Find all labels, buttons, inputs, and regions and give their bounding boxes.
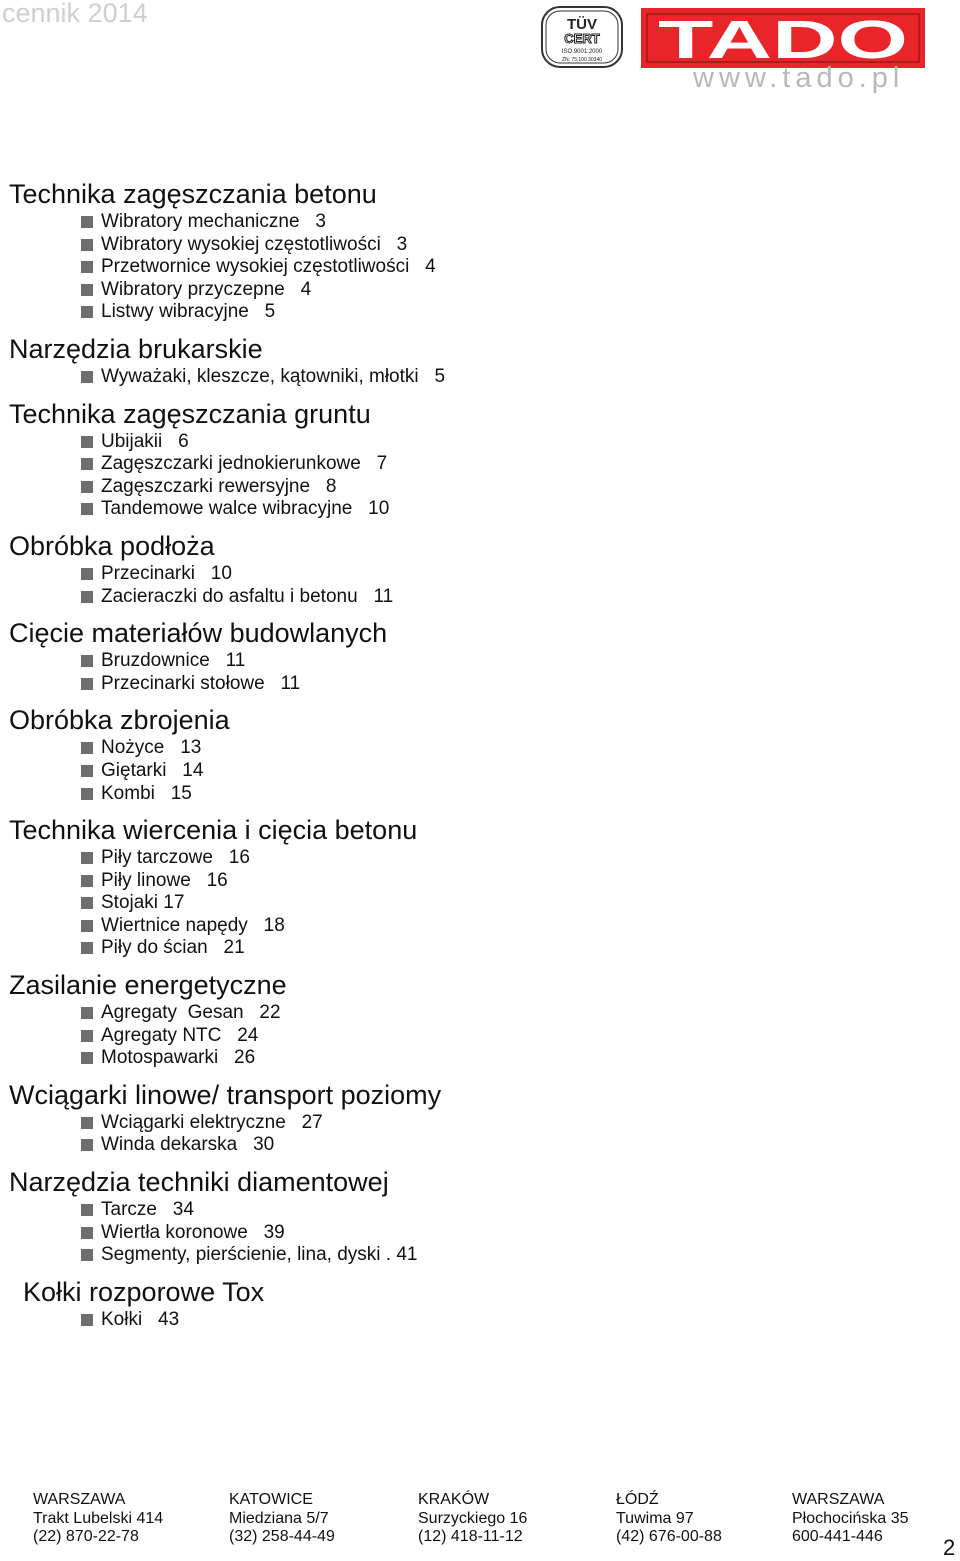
toc-entry-text: Zacieraczki do asfaltu i betonu 11 [101,585,394,607]
toc-entry [0,1025,960,1048]
footer-offices [0,1491,960,1551]
section-title: Cięcie materiałów budowlanych [9,618,388,649]
toc-entry [0,1199,960,1222]
section-title: Technika wiercenia i cięcia betonu [9,815,418,846]
toc-entry-text: Tandemowe walce wibracyjne 10 [101,498,390,520]
square-bullet-icon [81,655,93,667]
office-warszawa-1 [33,1491,163,1547]
toc-entry [0,431,960,454]
square-bullet-icon [81,591,93,603]
tuv-logo-line3: ISO 9001:2000 [561,49,603,55]
toc-entry-text: Wibratory przyczepne 4 [101,278,312,300]
square-bullet-icon [81,239,93,251]
square-bullet-icon [81,678,93,690]
office-phone: (22) 870-22-78 [33,1528,139,1545]
toc-entry [0,737,960,760]
square-bullet-icon [81,306,93,318]
tuv-logo-line2: CERT [564,31,600,46]
toc-entry-text: Wyważaki, kleszcze, kątowniki, młotki 5 [101,365,446,387]
toc-entry [0,847,960,870]
square-bullet-icon [81,1249,93,1261]
toc-entry [0,937,960,960]
toc-entry-text: Przetwornice wysokiej częstotliwości 4 [101,256,436,278]
square-bullet-icon [81,897,93,909]
section-title: Wciągarki linowe/ transport poziomy [9,1079,442,1110]
office-city: WARSZAWA [33,1491,126,1508]
square-bullet-icon [81,436,93,448]
toc-entry-text: Kołki 43 [101,1308,180,1330]
tuv-logo-line1: TÜV [567,16,597,33]
toc-entry [0,1309,960,1332]
office-krakow [418,1491,527,1547]
square-bullet-icon [81,875,93,887]
toc-entry-text: Wibratory mechaniczne 3 [101,211,326,232]
square-bullet-icon [81,852,93,864]
toc-entry [0,915,960,938]
office-phone: (42) 676-00-88 [616,1528,722,1545]
toc-entry-text: Listwy wibracyjne 5 [101,301,276,323]
office-street: Trakt Lubelski 414 [33,1509,164,1527]
toc-entry-text: Agregaty NTC 24 [101,1024,259,1046]
toc-entry [0,563,960,586]
office-street: Tuwima 97 [616,1509,694,1527]
tado-logo-text: TADO [658,10,908,68]
toc-entry [0,1002,960,1025]
office-street: Płochocińska 35 [792,1509,909,1527]
toc-entry [0,1244,960,1267]
office-city: KATOWICE [229,1491,313,1508]
square-bullet-icon [81,1227,93,1239]
tado-brand-logo [641,8,925,68]
square-bullet-icon [81,216,93,228]
toc-entry-text: Zagęszczarki jednokierunkowe 7 [101,453,388,475]
toc-entry-text: Przecinarki stołowe 11 [101,672,301,694]
toc-entry-text: Stojaki 17 [101,892,185,914]
toc-entry-text: Giętarki 14 [101,759,204,781]
square-bullet-icon [81,503,93,515]
toc-entry [0,1047,960,1070]
square-bullet-icon [81,765,93,777]
toc-entry-text: Winda dekarska 30 [101,1134,275,1156]
section-title: Technika zagęszczania betonu [9,179,377,209]
toc-entry-text: Piły linowe 16 [101,869,228,891]
square-bullet-icon [81,1204,93,1216]
square-bullet-icon [81,371,93,383]
toc-entry-text: Piły do ścian 21 [101,937,245,959]
office-city: ŁÓDŹ [616,1491,659,1508]
tuv-cert-logo [540,5,624,69]
toc-entry [0,586,960,609]
section-title: Narzędzia techniki diamentowej [9,1167,389,1198]
toc-entry [0,256,960,279]
toc-entry [0,1222,960,1245]
office-warszawa-2 [792,1491,909,1547]
price-list-year: cennik 2014 [2,0,148,28]
toc-entry-text: Wiertła koronowe 39 [101,1221,285,1243]
section-title: Obróbka zbrojenia [9,705,230,736]
square-bullet-icon [81,742,93,754]
toc-entry-text: Tarcze 34 [101,1199,194,1221]
toc-entry [0,301,960,324]
square-bullet-icon [81,788,93,800]
section-title: Obróbka podłoża [9,530,215,561]
toc-entry [0,1134,960,1157]
table-of-contents [0,178,960,1331]
toc-entry [0,498,960,521]
toc-entry [0,279,960,302]
square-bullet-icon [81,1052,93,1064]
office-lodz [616,1491,722,1547]
office-katowice [229,1491,335,1547]
toc-entry-text: Ubijakii 6 [101,430,189,452]
section-title: Narzędzia brukarskie [9,333,263,364]
square-bullet-icon [81,920,93,932]
square-bullet-icon [81,942,93,954]
toc-entry-text: Wiertnice napędy 18 [101,914,285,936]
square-bullet-icon [81,1139,93,1151]
website-url: www.tado.pl [693,62,905,94]
tuv-logo-line4: ZN: 75.100.30340 [561,57,603,63]
toc-entry [0,1112,960,1135]
office-city: WARSZAWA [792,1491,885,1508]
page-number: 2 [943,1535,956,1560]
office-phone: (12) 418-11-12 [418,1528,523,1545]
office-street: Surzyckiego 16 [418,1509,528,1527]
toc-entry-text: Wibratory wysokiej częstotliwości 3 [101,233,408,255]
toc-entry-text: Nożyce 13 [101,737,202,759]
square-bullet-icon [81,1007,93,1019]
section-title: Technika zagęszczania gruntu [9,398,371,429]
toc-entry-text: Piły tarczowe 16 [101,847,250,869]
toc-entry-text: Agregaty Gesan 22 [101,1002,281,1024]
toc-entry [0,760,960,783]
toc-entry [0,650,960,673]
toc-entry [0,673,960,696]
office-phone: 600-441-446 [792,1528,883,1545]
square-bullet-icon [81,458,93,470]
toc-entry [0,476,960,499]
section-title: Kołki rozporowe Tox [23,1276,265,1307]
toc-entry-text: Motospawarki 26 [101,1047,256,1069]
toc-entry [0,783,960,806]
toc-entry [0,870,960,893]
toc-entry [0,892,960,915]
office-street: Miedziana 5/7 [229,1509,329,1527]
toc-entry-text: Bruzdownice 11 [101,650,246,672]
square-bullet-icon [81,568,93,580]
section-title: Zasilanie energetyczne [9,970,287,1001]
square-bullet-icon [81,481,93,493]
toc-entry [0,211,960,234]
office-city: KRAKÓW [418,1491,490,1508]
toc-entry-text: Zagęszczarki rewersyjne 8 [101,475,337,497]
square-bullet-icon [81,284,93,296]
toc-entry-text: Wciągarki elektryczne 27 [101,1111,323,1133]
toc-entry [0,234,960,257]
square-bullet-icon [81,1314,93,1326]
office-phone: (32) 258-44-49 [229,1528,335,1545]
toc-entry-text: Segmenty, pierścienie, lina, dyski . 41 [101,1244,418,1266]
square-bullet-icon [81,261,93,273]
toc-entry-text: Przecinarki 10 [101,562,232,584]
square-bullet-icon [81,1117,93,1129]
square-bullet-icon [81,1030,93,1042]
toc-entry [0,366,960,389]
toc-entry-text: Kombi 15 [101,782,192,804]
toc-entry [0,453,960,476]
